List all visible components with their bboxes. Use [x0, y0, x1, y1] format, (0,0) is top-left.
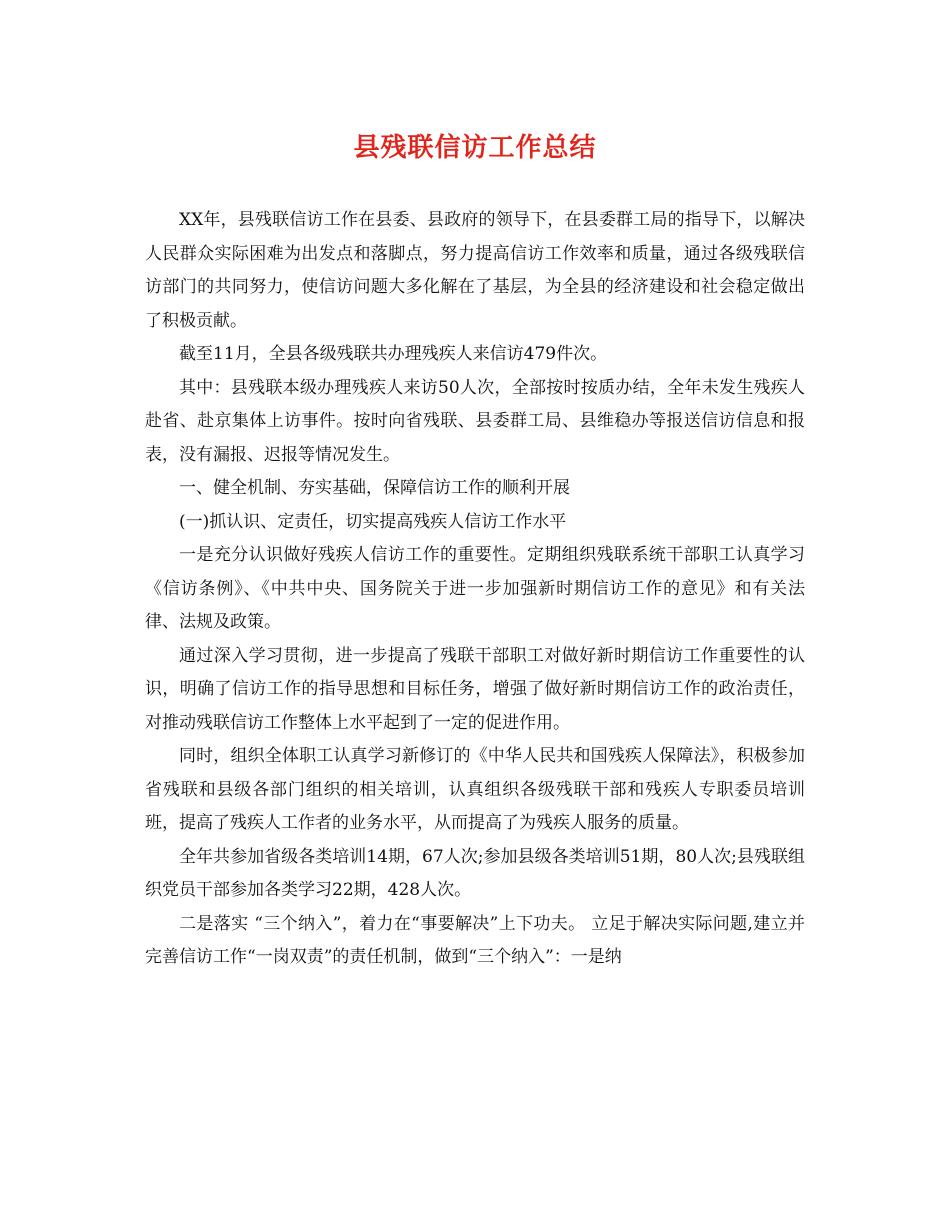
paragraph-training-stats: 全年共参加省级各类培训14期，67人次;参加县级各类培训51期，80人次;县残联组织党员干部参加各类学习22期，428人次。 [145, 846, 805, 900]
document-title: 县残联信访工作总结 [353, 133, 597, 163]
paragraph-training: 同时，组织全体职工认真学习新修订的《中华人民共和国残疾人保障法》，积极参加省残联和县级各部门组织的相关培训，认真组织各级残联干部和残疾人专职委员培训班，提高了残疾人工作者的业务水平，从而提高了为残疾人服务的质量。 [145, 746, 805, 833]
paragraph-intro: XX年，县残联信访工作在县委、县政府的领导下，在县委群工局的指导下，以解决人民群众实际困难为出发点和落脚点，努力提高信访工作效率和质量，通过各级残联信访部门的共同努力，使信访问题大多化解在了基层，为全县的经济建设和社会稳定做出了积极贡献。 [145, 210, 805, 331]
paragraph-three-inclusions: 二是落实 “三个纳入”，着力在“事要解决”上下功夫。 立足于解决实际问题,建立并完善信访工作“一岗双责”的责任机制，做到“三个纳入”：一是纳 [145, 913, 805, 967]
document-body [145, 204, 805, 975]
paragraph-study: 通过深入学习贯彻，进一步提高了残联干部职工对做好新时期信访工作重要性的认识，明确了信访工作的指导思想和目标任务，增强了做好新时期信访工作的政治责任，对推动残联信访工作整体上水平起到了一定的促进作用。 [145, 645, 805, 733]
paragraph-details: 其中：县残联本级办理残疾人来访50人次，全部按时按质办结，全年未发生残疾人赴省、赴京集体上访事件。按时向省残联、县委群工局、县维稳办等报送信访信息和报表，没有漏报、迟报等情况发生。 [145, 377, 805, 465]
paragraph-awareness: 一是充分认识做好残疾人信访工作的重要性。定期组织残联系统干部职工认真学习《信访条例》、《中共中央、国务院关于进一步加强新时期信访工作的意见》和有关法律、法规及政策。 [145, 545, 805, 632]
subsection-heading-1: (一)抓认识、定责任，切实提高残疾人信访工作水平 [179, 511, 567, 532]
paragraph-total-count: 截至11月，全县各级残联共办理残疾人来信访479件次。 [179, 344, 608, 364]
section-heading-1: 一、健全机制、夯实基础，保障信访工作的顺利开展 [179, 478, 570, 498]
